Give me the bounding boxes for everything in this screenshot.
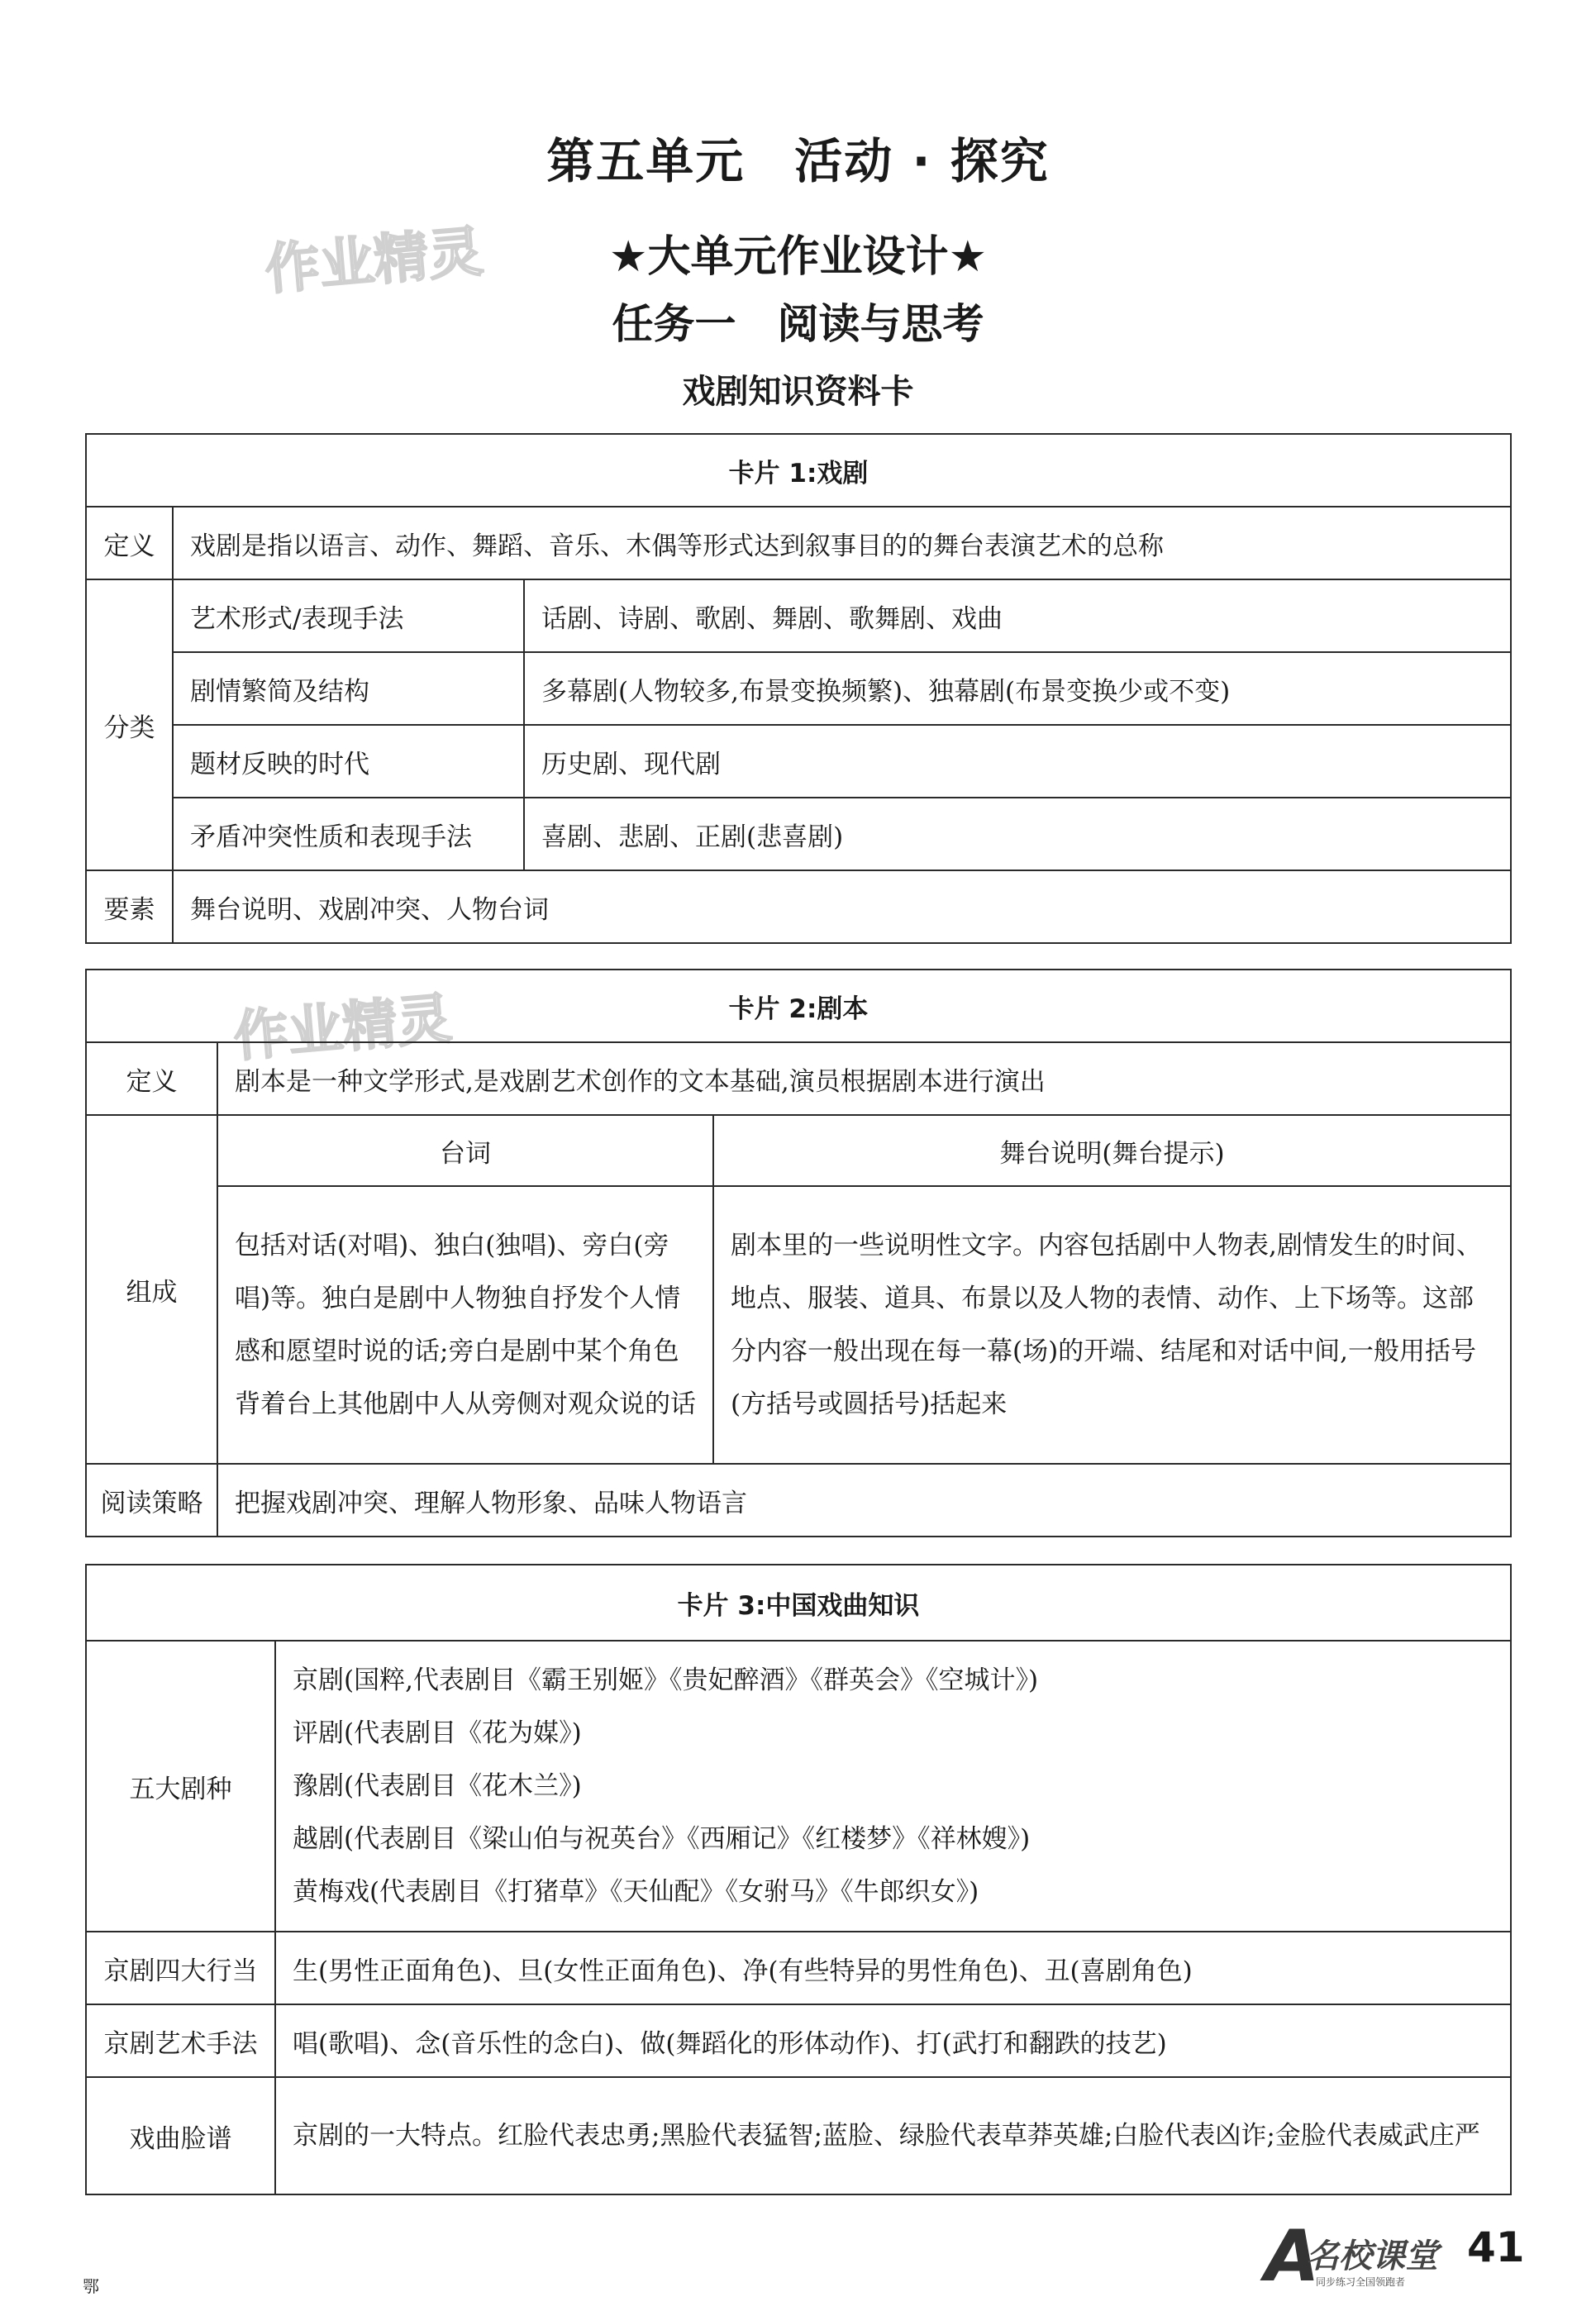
card-1-row-key: 艺术形式/表现手法: [173, 579, 524, 652]
page-number: 41: [1467, 2223, 1525, 2271]
card-1-row-value: 多幕剧(人物较多,布景变换频繁)、独幕剧(布景变换少或不变): [524, 652, 1511, 725]
opera-genre-item: 黄梅戏(代表剧目《打猪草》《天仙配》《女驸马》《牛郎织女》): [293, 1877, 979, 1907]
card-2-title: 卡片 2:剧本: [86, 970, 1511, 1042]
opera-genre-item: 京剧(国粹,代表剧目《霸王别姬》《贵妃醉酒》《群英会》《空城计》): [293, 1665, 1039, 1695]
card-2-col1-text: 包括对话(对唱)、独白(独唱)、旁白(旁唱)等。独白是剧中人物独自抒发个人情感和愿望时说的话;旁白是剧中某个角色背着台上其他剧中人从旁侧对观众说的话: [217, 1186, 713, 1464]
province-mark: 鄂: [83, 2276, 99, 2296]
card-1-elements-label: 要素: [86, 870, 173, 943]
opera-genre-item: 越剧(代表剧目《梁山伯与祝英台》《西厢记》《红楼梦》《祥林嫂》): [293, 1824, 1031, 1854]
card-3-arts-label: 京剧艺术手法: [86, 2004, 275, 2077]
card-1-definition-label: 定义: [86, 507, 173, 579]
card-1-definition: 戏剧是指以语言、动作、舞蹈、音乐、木偶等形式达到叙事目的的舞台表演艺术的总称: [173, 507, 1511, 579]
card-2-composition-label: 组成: [86, 1115, 217, 1464]
logo-text: 名校课堂: [1306, 2237, 1438, 2275]
card-2-strategy: 把握戏剧冲突、理解人物形象、品味人物语言: [217, 1464, 1511, 1537]
card-2-strategy-label: 阅读策略: [86, 1464, 217, 1537]
design-title: ★大单元作业设计★: [608, 232, 988, 282]
opera-genre-item: 豫剧(代表剧目《花木兰》): [293, 1771, 582, 1801]
card-2-col2-text: 剧本里的一些说明性文字。内容包括剧中人物表,剧情发生的时间、地点、服装、道具、布景以及人物的表情、动作、上下场等。这部分内容一般出现在每一幕(场)的开端、结尾和对话中间,一般用括号(方括号或圆括号)括起来: [713, 1186, 1511, 1464]
card-2-col1-header: 台词: [217, 1115, 713, 1186]
card-1-row-value: 历史剧、现代剧: [524, 725, 1511, 798]
card-3-table: [85, 1564, 1512, 2195]
card-1-elements: 舞台说明、戏剧冲突、人物台词: [173, 870, 1511, 943]
card-1-table: [85, 433, 1512, 944]
card-2-col2-header: 舞台说明(舞台提示): [713, 1115, 1511, 1186]
watermark: 作业精灵: [262, 219, 486, 303]
card-3-masks-label: 戏曲脸谱: [86, 2077, 275, 2194]
card-1-classification-label: 分类: [86, 579, 173, 870]
logo-letter: A: [1265, 2215, 1320, 2298]
logo-tagline: 同步练习全国领跑者: [1316, 2276, 1406, 2288]
unit-title: 第五单元 活动 · 探究: [546, 133, 1050, 189]
card-3-title: 卡片 3:中国戏曲知识: [86, 1565, 1511, 1641]
card-1-row-key: 矛盾冲突性质和表现手法: [173, 798, 524, 870]
card-3-roles: 生(男性正面角色)、旦(女性正面角色)、净(有些特异的男性角色)、丑(喜剧角色): [275, 1932, 1511, 2004]
card-1-row-key: 剧情繁简及结构: [173, 652, 524, 725]
card-1-row-key: 题材反映的时代: [173, 725, 524, 798]
task-title: 任务一 阅读与思考: [612, 299, 984, 348]
card-3-roles-label: 京剧四大行当: [86, 1932, 275, 2004]
card-3-five-label: 五大剧种: [86, 1641, 275, 1932]
card-3-arts: 唱(歌唱)、念(音乐性的念白)、做(舞蹈化的形体动作)、打(武打和翻跌的技艺): [275, 2004, 1511, 2077]
card-1-title: 卡片 1:戏剧: [86, 434, 1511, 507]
opera-genre-item: 评剧(代表剧目《花为媒》): [293, 1718, 582, 1748]
watermark: 作业精灵: [231, 986, 455, 1070]
card-1-row-value: 话剧、诗剧、歌剧、舞剧、歌舞剧、戏曲: [524, 579, 1511, 652]
card-2-definition-label: 定义: [86, 1042, 217, 1115]
card-3-five-list: [275, 1641, 1511, 1932]
card-3-masks: 京剧的一大特点。红脸代表忠勇;黑脸代表猛智;蓝脸、绿脸代表草莽英雄;白脸代表凶诈;金脸代表威武庄严: [275, 2077, 1511, 2194]
card-1-row-value: 喜剧、悲剧、正剧(悲喜剧): [524, 798, 1511, 870]
card-2-table: [85, 969, 1512, 1537]
card-2-definition: 剧本是一种文学形式,是戏剧艺术创作的文本基础,演员根据剧本进行演出: [217, 1042, 1511, 1115]
cards-title: 戏剧知识资料卡: [682, 373, 914, 411]
